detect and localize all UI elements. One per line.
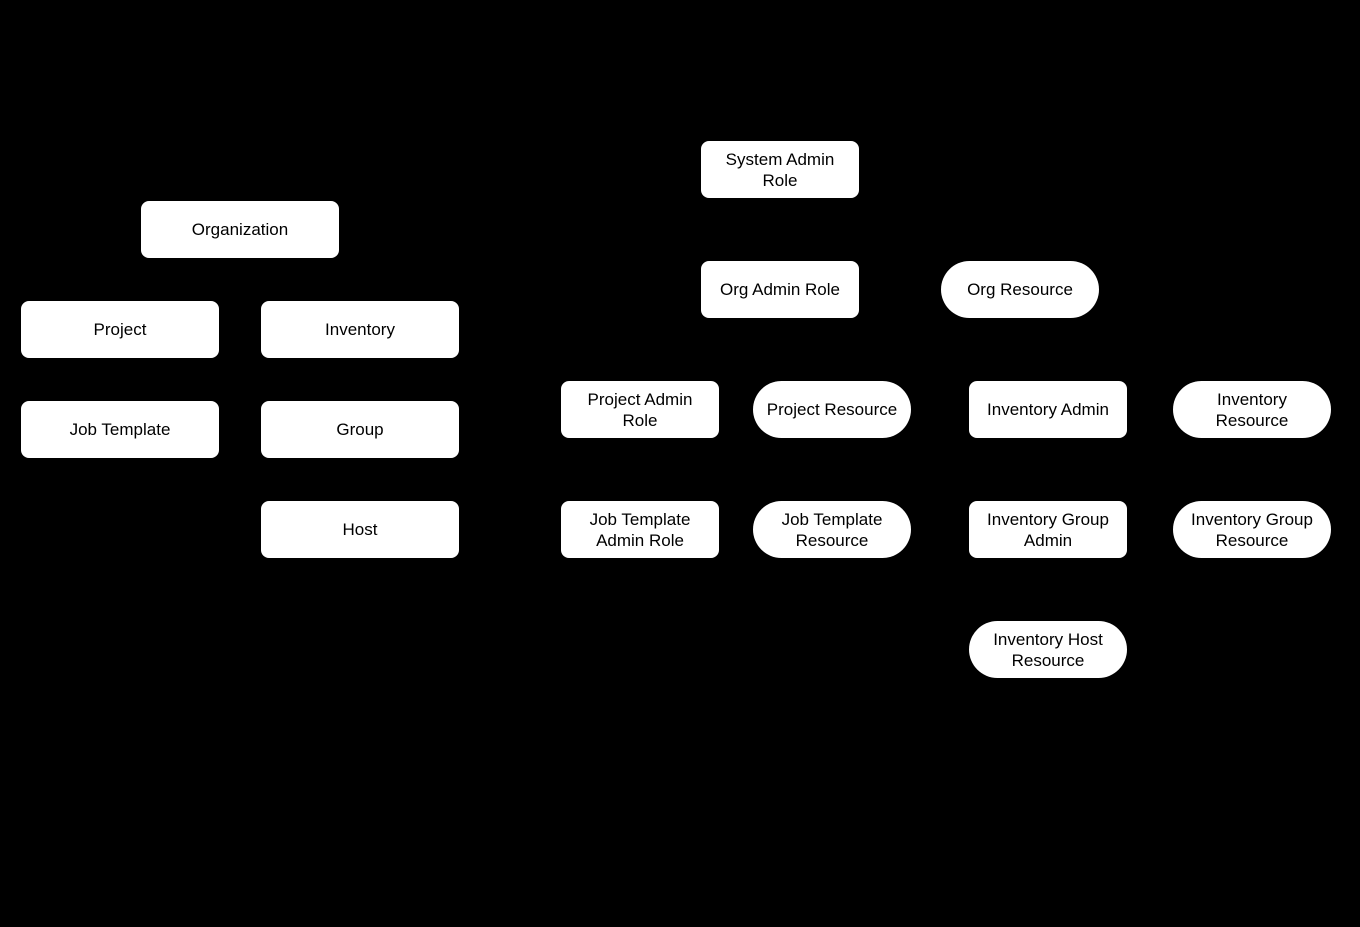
node-inventory-admin-label: Inventory Admin: [987, 400, 1109, 419]
node-inventory-host-resource-label-line2: Resource: [1011, 650, 1085, 670]
node-group-label: Group: [336, 420, 384, 439]
node-host-label: Host: [342, 520, 378, 539]
node-org-admin-role-label: Org Admin Role: [720, 280, 840, 299]
node-inventory-resource: [1173, 381, 1331, 438]
node-org-resource: [941, 261, 1099, 318]
node-job-template-resource-label-line1: Job Template: [781, 509, 883, 529]
node-inventory-resource-label-line1: Inventory: [1217, 389, 1287, 409]
node-job-template-resource-label-line2: Resource: [795, 530, 869, 550]
node-inventory-group-resource-label-line2: Resource: [1215, 530, 1289, 550]
node-job-template-resource: [753, 501, 911, 558]
node-job-template-admin-role-label-line2: Admin Role: [596, 530, 684, 550]
node-inventory-group-admin-label-line2: Admin: [1023, 530, 1073, 550]
node-system-admin-role-label-line1: System Admin: [725, 149, 835, 169]
node-project-admin-role-label-line1: Project Admin: [587, 389, 693, 409]
node-host: [261, 501, 459, 558]
node-inventory-host-resource-label-line1: Inventory Host: [993, 629, 1103, 649]
node-project-admin-role-label-line2: Role: [622, 410, 658, 430]
node-job-template: [21, 401, 219, 458]
node-inventory-group-admin: [969, 501, 1127, 558]
node-system-admin-role: [701, 141, 859, 198]
node-project-resource-label: Project Resource: [766, 400, 898, 419]
node-inventory-group-admin-label-line1: Inventory Group: [987, 509, 1109, 529]
node-inventory: [261, 301, 459, 358]
node-inventory-group-resource-label-line1: Inventory Group: [1191, 509, 1313, 529]
node-group: [261, 401, 459, 458]
node-inventory-admin: [969, 381, 1127, 438]
node-project-resource: [753, 381, 911, 438]
node-inventory-resource-label-line2: Resource: [1215, 410, 1289, 430]
node-inventory-group-resource: [1173, 501, 1331, 558]
node-inventory-label: Inventory: [325, 320, 395, 339]
node-org-admin-role: [701, 261, 859, 318]
node-project-label: Project: [93, 320, 147, 339]
node-inventory-host-resource: [969, 621, 1127, 678]
node-org-resource-label: Org Resource: [967, 280, 1073, 299]
node-organization: [141, 201, 339, 258]
node-job-template-admin-role: [561, 501, 719, 558]
node-job-template-admin-role-label-line1: Job Template: [589, 509, 691, 529]
node-job-template-label: Job Template: [69, 420, 171, 439]
node-organization-label: Organization: [191, 220, 289, 239]
node-project: [21, 301, 219, 358]
node-project-admin-role: [561, 381, 719, 438]
node-system-admin-role-label-line2: Role: [762, 170, 798, 190]
